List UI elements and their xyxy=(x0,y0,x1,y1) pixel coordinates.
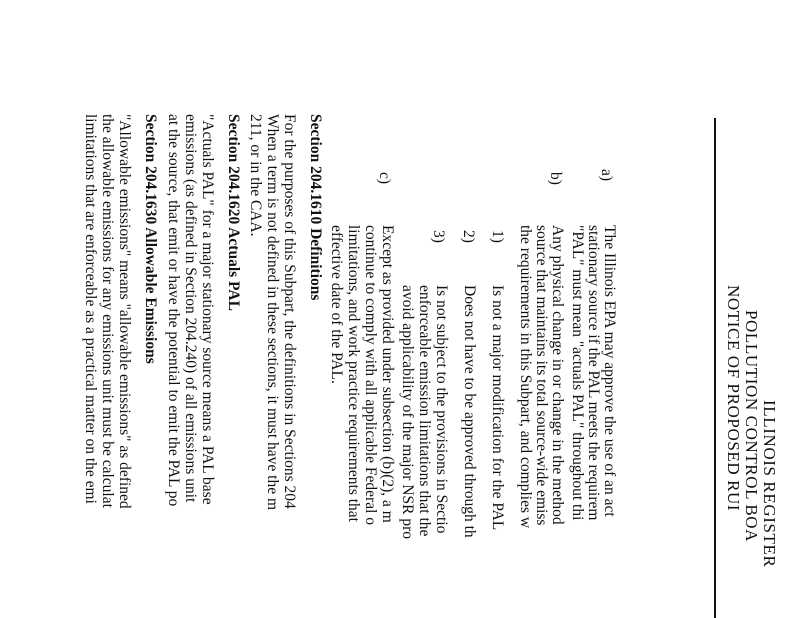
item-b2-marker: 2) xyxy=(460,230,477,243)
item-b2-text: Does not have to be approved through th xyxy=(461,285,478,538)
item-a-line-1: The Illinois EPA may approve the use of an act xyxy=(601,225,618,517)
section-1620-heading: Section 204.1620 Actuals PAL xyxy=(225,114,242,311)
item-c-line-1: Except as provided under subsection (b)(2), a m xyxy=(379,225,396,523)
section-1630-line-1: "Allowable emissions" means "allowable emissions" as defined xyxy=(116,114,133,509)
item-c-marker: c) xyxy=(376,172,393,185)
item-a-line-3: "PAL" must mean "actuals PAL" throughout thi xyxy=(569,225,586,521)
section-1630-line-3: limitations that are enforceable as a practical matter on the emi xyxy=(82,114,99,504)
section-1610-line-3: 211, or in the CAA. xyxy=(247,114,264,237)
notice-title: NOTICE OF PROPOSED RUI xyxy=(724,285,743,512)
item-b3-line-3: avoid applicability of the major NSR pro xyxy=(399,285,416,539)
section-1630-heading: Section 204.1630 Allowable Emissions xyxy=(142,114,159,364)
item-b3-marker: 3) xyxy=(430,230,447,243)
item-a-marker: a) xyxy=(598,169,615,182)
item-b3-line-2: enforceable emission limitations that the xyxy=(416,285,433,537)
item-b-line-3: the requirements in this Subpart, and complies w xyxy=(517,225,534,529)
item-a-line-2: stationary source if the PAL meets the requirem xyxy=(585,225,602,521)
item-c-line-4: effective date of the PAL. xyxy=(328,225,345,384)
item-b-marker: b) xyxy=(547,172,564,185)
section-1610-heading: Section 204.1610 Definitions xyxy=(307,114,324,301)
item-c-line-3: limitations, and work practice requirements that xyxy=(345,225,362,522)
section-1620-line-2: emissions (as defined in Section 204.240) of all emissions unit xyxy=(182,114,199,503)
item-b3-line-1: Is not subject to the provisions in Sectio xyxy=(433,285,450,534)
section-1610-line-1: For the purposes of this Subpart, the definitions in Sections 204 xyxy=(281,114,298,509)
section-1620-line-3: at the source, that emit or have the potential to emit the PAL po xyxy=(165,114,182,507)
item-b-line-1: Any physical change in or change in the method xyxy=(549,225,566,525)
item-b-line-2: source that maintains its total source-wide emiss xyxy=(533,225,550,526)
section-1610-line-2: When a term is not defined in these sections, it must have the m xyxy=(264,114,281,511)
item-c-line-2: continue to comply with all applicable Federal o xyxy=(362,225,379,526)
section-1620-line-1: "Actuals PAL" for a major stationary source means a PAL base xyxy=(199,114,216,505)
board-title: POLLUTION CONTROL BOA xyxy=(742,310,761,543)
header-rule xyxy=(714,118,716,618)
section-1630-line-2: the allowable emissions for any emissions unit must be calculat xyxy=(99,114,116,508)
item-b1-text: Is not a major modification for the PAL xyxy=(489,285,506,531)
register-title: ILLINOIS REGISTER xyxy=(760,400,779,568)
item-b1-marker: 1) xyxy=(489,230,506,243)
